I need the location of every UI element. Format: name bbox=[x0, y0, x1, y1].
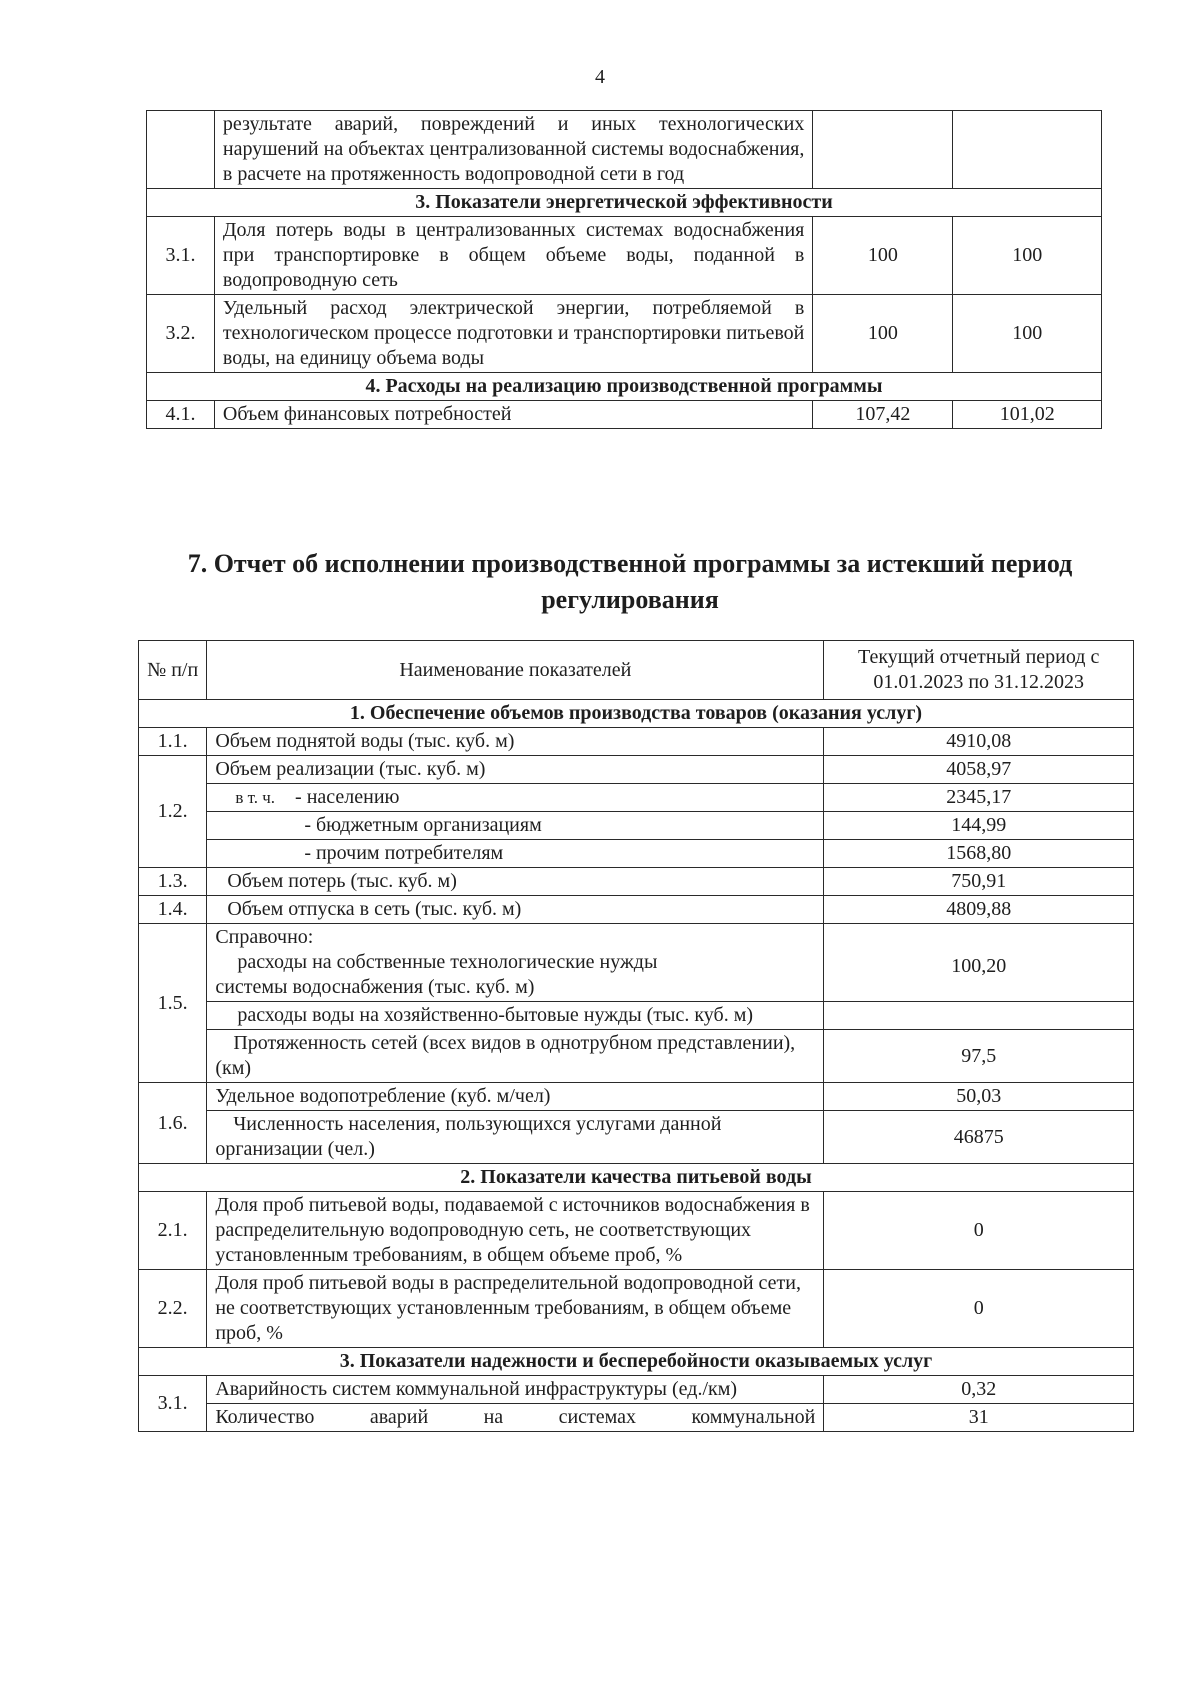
indicator-accident-count: Количество аварий на системах коммунальной bbox=[207, 1404, 824, 1432]
table-row bbox=[139, 1030, 1134, 1083]
table-row bbox=[147, 295, 1102, 373]
indicator-name: Объем поднятой воды (тыс. куб. м) bbox=[207, 728, 824, 756]
indicator-name: Доля потерь воды в централизованных системах водоснабжения при транспортировке в общем объеме воды, поданной в водопроводную сеть bbox=[214, 217, 812, 295]
value-col1: 100 bbox=[813, 217, 953, 295]
indicator-value: 50,03 bbox=[824, 1083, 1134, 1111]
energy-efficiency-table bbox=[146, 110, 1102, 429]
heading-line-1: 7. Отчет об исполнении производственной программы за истекший период bbox=[187, 549, 1073, 578]
indicator-household: расходы воды на хозяйственно-бытовые нужды (тыс. куб. м) bbox=[207, 1002, 824, 1030]
sub-prefix: в т. ч. bbox=[235, 788, 276, 807]
table-row bbox=[139, 1083, 1134, 1111]
indicator-accident-rate: Аварийность систем коммунальной инфраструктуры (ед./км) bbox=[207, 1376, 824, 1404]
program-report-table bbox=[138, 640, 1134, 1432]
value-cell bbox=[953, 111, 1102, 189]
row-number-cell bbox=[147, 111, 215, 189]
indicator-reference bbox=[207, 924, 824, 1002]
indicator-name: Доля проб питьевой воды, подаваемой с источников водоснабжения в распределительную водопроводную сеть, не соответствующих установленным требованиям, в общем объеме проб, % bbox=[207, 1192, 824, 1270]
table-row bbox=[139, 868, 1134, 896]
indicator-name: Объем потерь (тыс. куб. м) bbox=[207, 868, 824, 896]
indicator-name: Объем реализации (тыс. куб. м) bbox=[207, 756, 824, 784]
tech-needs-line-2: системы водоснабжения (тыс. куб. м) bbox=[215, 976, 535, 998]
header-period: Текущий отчетный период с 01.01.2023 по 31.12.2023 bbox=[824, 641, 1134, 700]
indicator-value: 0 bbox=[824, 1192, 1134, 1270]
indicator-value: 0 bbox=[824, 1270, 1134, 1348]
indicator-value: 46875 bbox=[824, 1111, 1134, 1164]
table-row bbox=[139, 728, 1134, 756]
indicator-value: 144,99 bbox=[824, 812, 1134, 840]
section-title-quality: 2. Показатели качества питьевой воды bbox=[139, 1164, 1134, 1192]
row-number: 3.2. bbox=[147, 295, 215, 373]
value-col1: 100 bbox=[813, 295, 953, 373]
indicator-value: 4809,88 bbox=[824, 896, 1134, 924]
indicator-value: 4058,97 bbox=[824, 756, 1134, 784]
header-number: № п/п bbox=[139, 641, 207, 700]
section-title-expenses: 4. Расходы на реализацию производственной программы bbox=[147, 373, 1102, 401]
heading-line-2: регулирования bbox=[541, 585, 719, 614]
section-heading bbox=[140, 546, 1120, 618]
indicator-value: 100,20 bbox=[824, 924, 1134, 1002]
table-row bbox=[147, 217, 1102, 295]
row-number: 1.6. bbox=[139, 1083, 207, 1164]
value-cell bbox=[813, 111, 953, 189]
table-row bbox=[139, 1270, 1134, 1348]
section-title-production: 1. Обеспечение объемов производства товаров (оказания услуг) bbox=[139, 700, 1134, 728]
indicator-population: Численность населения, пользующихся услугами данной организации (чел.) bbox=[207, 1111, 824, 1164]
tech-needs-line-1: расходы на собственные технологические нужды bbox=[237, 951, 658, 973]
indicator-specific-consumption: Удельное водопотребление (куб. м/чел) bbox=[207, 1083, 824, 1111]
row-number: 2.1. bbox=[139, 1192, 207, 1270]
table-row bbox=[139, 784, 1134, 812]
indicator-value: 4910,08 bbox=[824, 728, 1134, 756]
row-number: 3.1. bbox=[139, 1376, 207, 1432]
header-name: Наименование показателей bbox=[207, 641, 824, 700]
row-number: 2.2. bbox=[139, 1270, 207, 1348]
section-row bbox=[139, 1164, 1134, 1192]
reference-label: Справочно: bbox=[215, 926, 314, 948]
table-row bbox=[139, 896, 1134, 924]
table-row bbox=[147, 401, 1102, 429]
table-row bbox=[139, 840, 1134, 868]
section-row bbox=[139, 700, 1134, 728]
table-row bbox=[139, 812, 1134, 840]
row-number: 1.4. bbox=[139, 896, 207, 924]
section-title-reliability: 3. Показатели надежности и бесперебойности оказываемых услуг bbox=[139, 1348, 1134, 1376]
section-row bbox=[147, 373, 1102, 401]
indicator-value: 2345,17 bbox=[824, 784, 1134, 812]
indicator-sub-population bbox=[207, 784, 824, 812]
continued-indicator-text: результате аварий, повреждений и иных технологических нарушений на объектах централизованной системы водоснабжения, в расчете на протяженность водопроводной сети в год bbox=[214, 111, 812, 189]
section-row bbox=[139, 1348, 1134, 1376]
indicator-value: 1568,80 bbox=[824, 840, 1134, 868]
table-row bbox=[139, 1002, 1134, 1030]
table-row bbox=[147, 111, 1102, 189]
indicator-value: 0,32 bbox=[824, 1376, 1134, 1404]
table-row bbox=[139, 1192, 1134, 1270]
indicator-value: 97,5 bbox=[824, 1030, 1134, 1083]
sub-label: - населению bbox=[295, 786, 400, 808]
table-row bbox=[139, 1376, 1134, 1404]
indicator-name: Доля проб питьевой воды в распределительной водопроводной сети, не соответствующих установленным требованиям, в общем объеме проб, % bbox=[207, 1270, 824, 1348]
indicator-name: Объем отпуска в сеть (тыс. куб. м) bbox=[207, 896, 824, 924]
row-number: 1.1. bbox=[139, 728, 207, 756]
indicator-sub-budget: - бюджетным организациям bbox=[207, 812, 824, 840]
row-number: 4.1. bbox=[147, 401, 215, 429]
table-row bbox=[139, 1111, 1134, 1164]
indicator-sub-other: - прочим потребителям bbox=[207, 840, 824, 868]
table-row bbox=[139, 756, 1134, 784]
row-number: 1.3. bbox=[139, 868, 207, 896]
indicator-name: Объем финансовых потребностей bbox=[214, 401, 812, 429]
section-row bbox=[147, 189, 1102, 217]
row-number: 3.1. bbox=[147, 217, 215, 295]
table-row bbox=[139, 1404, 1134, 1432]
value-col2: 101,02 bbox=[953, 401, 1102, 429]
indicator-name: Удельный расход электрической энергии, потребляемой в технологическом процессе подготовки и транспортировки питьевой воды, на единицу объема воды bbox=[214, 295, 812, 373]
table-row bbox=[139, 924, 1134, 1002]
row-number: 1.5. bbox=[139, 924, 207, 1083]
value-col1: 107,42 bbox=[813, 401, 953, 429]
indicator-value: 31 bbox=[824, 1404, 1134, 1432]
page-number: 4 bbox=[595, 66, 605, 88]
indicator-value: 750,91 bbox=[824, 868, 1134, 896]
indicator-network: Протяженность сетей (всех видов в однотрубном представлении), (км) bbox=[207, 1030, 824, 1083]
section-title-energy: 3. Показатели энергетической эффективности bbox=[147, 189, 1102, 217]
value-col2: 100 bbox=[953, 295, 1102, 373]
value-col2: 100 bbox=[953, 217, 1102, 295]
row-number: 1.2. bbox=[139, 756, 207, 868]
indicator-value bbox=[824, 1002, 1134, 1030]
header-row bbox=[139, 641, 1134, 700]
